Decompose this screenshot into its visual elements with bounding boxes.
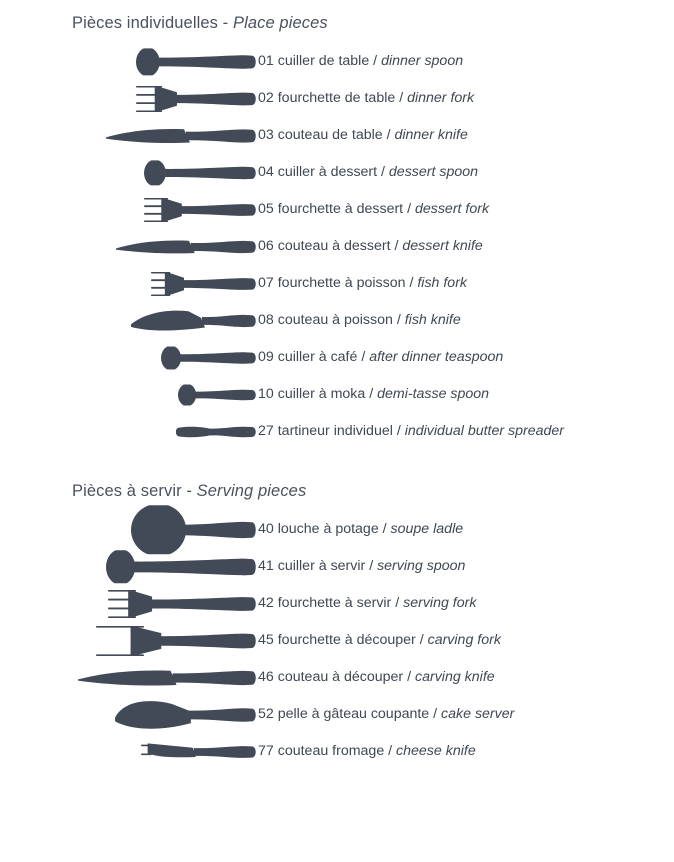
cutlery-label <box>258 54 463 68</box>
cutlery-name-en: demi-tasse spoon <box>377 386 490 403</box>
cutlery-silhouette-spreader-icon <box>0 413 258 450</box>
cutlery-silhouette-knife-icon <box>0 228 258 265</box>
cutlery-silhouette-spoon-icon <box>0 154 258 191</box>
cutlery-name-fr: pelle à gâteau coupante <box>277 706 430 723</box>
cutlery-silhouette-fishfork-icon <box>0 265 258 302</box>
cutlery-name-en: carving knife <box>415 669 495 686</box>
cutlery-name-en: fish knife <box>404 312 461 329</box>
cutlery-number: 10 <box>258 386 274 403</box>
cutlery-silhouette-fork-icon <box>0 191 258 228</box>
cutlery-name-en: fish fork <box>417 275 468 292</box>
cutlery-name-separator: / <box>384 743 397 760</box>
cutlery-number: 40 <box>258 521 274 538</box>
section-serving-pieces <box>0 482 674 770</box>
cutlery-label <box>258 91 474 105</box>
cutlery-label <box>258 387 489 401</box>
cutlery-label <box>258 670 495 684</box>
cutlery-name-en: cake server <box>441 706 515 723</box>
cutlery-name-fr: couteau de table <box>277 127 383 144</box>
cutlery-number: 05 <box>258 201 274 218</box>
cutlery-silhouette-spoon-icon <box>0 339 258 376</box>
cutlery-name-separator: / <box>357 349 370 366</box>
cutlery-name-separator: / <box>403 201 415 218</box>
cutlery-name-fr: cuiller à moka <box>277 386 366 403</box>
cutlery-label <box>258 744 476 758</box>
cutlery-silhouette-spoon-icon <box>0 376 258 413</box>
cutlery-number: 03 <box>258 127 274 144</box>
cutlery-row <box>0 154 674 191</box>
cutlery-name-fr: couteau à poisson <box>277 312 393 329</box>
cutlery-silhouette-fishknife-icon <box>0 302 258 339</box>
cutlery-row <box>0 659 674 696</box>
cutlery-name-fr: louche à potage <box>277 521 379 538</box>
cutlery-name-fr: fourchette à poisson <box>277 275 406 292</box>
cutlery-name-separator: / <box>405 275 418 292</box>
cutlery-row <box>0 339 674 376</box>
cutlery-silhouette-fork-icon <box>0 80 258 117</box>
section-heading <box>0 482 674 501</box>
cutlery-name-separator: / <box>382 127 395 144</box>
cutlery-row <box>0 585 674 622</box>
section-heading-fr: Pièces à servir <box>72 482 182 500</box>
cutlery-silhouette-fork-icon <box>0 585 258 622</box>
cutlery-row <box>0 117 674 154</box>
cutlery-name-fr: tartineur individuel <box>277 423 393 440</box>
cutlery-silhouette-spoon-icon <box>0 43 258 80</box>
cutlery-name-separator: / <box>377 164 389 181</box>
cutlery-name-en: serving spoon <box>377 558 466 575</box>
cutlery-label <box>258 707 514 721</box>
cutlery-label <box>258 559 465 573</box>
cutlery-silhouette-knife-icon <box>0 659 258 696</box>
cutlery-label <box>258 313 461 327</box>
cutlery-name-en: carving fork <box>427 632 501 649</box>
cutlery-row <box>0 511 674 548</box>
cutlery-name-en: dinner fork <box>407 90 475 107</box>
cutlery-silhouette-cheeseknife-icon <box>0 733 258 770</box>
cutlery-silhouette-knife-icon <box>0 117 258 154</box>
cutlery-name-en: dessert knife <box>402 238 483 255</box>
section-heading <box>0 14 674 33</box>
cutlery-row <box>0 696 674 733</box>
cutlery-name-fr: couteau à dessert <box>277 238 391 255</box>
cutlery-row <box>0 302 674 339</box>
cutlery-number: 06 <box>258 238 274 255</box>
cutlery-name-en: dinner spoon <box>381 53 464 70</box>
cutlery-row <box>0 265 674 302</box>
cutlery-label <box>258 165 478 179</box>
cutlery-number: 52 <box>258 706 274 723</box>
cutlery-silhouette-carvingfork-icon <box>0 622 258 659</box>
cutlery-row <box>0 413 674 450</box>
cutlery-number: 45 <box>258 632 274 649</box>
cutlery-row <box>0 228 674 265</box>
cutlery-number: 02 <box>258 90 274 107</box>
cutlery-name-en: dessert spoon <box>388 164 479 181</box>
cutlery-label <box>258 239 483 253</box>
cutlery-number: 42 <box>258 595 274 612</box>
cutlery-name-separator: / <box>415 632 428 649</box>
cutlery-name-separator: / <box>392 423 405 440</box>
cutlery-name-separator: / <box>390 238 403 255</box>
cutlery-row <box>0 80 674 117</box>
cutlery-number: 77 <box>258 743 274 760</box>
section-heading-separator: - <box>181 482 197 500</box>
cutlery-name-en: cheese knife <box>396 743 476 760</box>
cutlery-label <box>258 633 501 647</box>
section-gap <box>0 456 674 476</box>
cutlery-number: 08 <box>258 312 274 329</box>
cutlery-name-fr: fourchette à servir <box>277 595 392 612</box>
cutlery-row <box>0 548 674 585</box>
cutlery-name-fr: fourchette à dessert <box>277 201 404 218</box>
cutlery-row <box>0 191 674 228</box>
cutlery-name-separator: / <box>365 558 378 575</box>
cutlery-name-separator: / <box>365 386 378 403</box>
cutlery-silhouette-spoon-icon <box>0 548 258 585</box>
cutlery-silhouette-ladle-icon <box>0 511 258 548</box>
cutlery-label <box>258 424 564 438</box>
cutlery-name-en: soupe ladle <box>390 521 464 538</box>
cutlery-name-separator: / <box>429 706 442 723</box>
section-heading-en: Place pieces <box>232 14 328 32</box>
cutlery-name-en: dinner knife <box>394 127 468 144</box>
cutlery-name-en: serving fork <box>403 595 477 612</box>
cutlery-name-en: individual butter spreader <box>404 423 565 440</box>
cutlery-label <box>258 522 463 536</box>
cutlery-row <box>0 622 674 659</box>
cutlery-number: 27 <box>258 423 274 440</box>
cutlery-row <box>0 43 674 80</box>
cutlery-name-separator: / <box>378 521 391 538</box>
cutlery-name-fr: couteau à découper <box>277 669 404 686</box>
section-heading-separator: - <box>218 14 233 32</box>
cutlery-row <box>0 733 674 770</box>
cutlery-name-fr: cuiller à café <box>277 349 358 366</box>
cutlery-label <box>258 202 489 216</box>
cutlery-number: 09 <box>258 349 274 366</box>
cutlery-name-en: dessert fork <box>414 201 490 218</box>
sections-container <box>0 14 674 770</box>
cutlery-name-fr: cuiller à dessert <box>277 164 378 181</box>
cutlery-label <box>258 596 476 610</box>
cutlery-name-fr: cuiller à servir <box>277 558 366 575</box>
cutlery-name-separator: / <box>395 90 408 107</box>
cutlery-number: 41 <box>258 558 274 575</box>
cutlery-number: 46 <box>258 669 274 686</box>
cutlery-name-fr: fourchette à découper <box>277 632 416 649</box>
section-heading-en: Serving pieces <box>196 482 307 500</box>
cutlery-name-separator: / <box>369 53 382 70</box>
cutlery-name-separator: / <box>403 669 415 686</box>
cutlery-label <box>258 276 467 290</box>
cutlery-name-fr: cuiller de table <box>277 53 370 70</box>
cutlery-name-fr: fourchette de table <box>277 90 396 107</box>
section-place-pieces <box>0 14 674 450</box>
cutlery-name-fr: couteau fromage <box>277 743 385 760</box>
section-heading-fr: Pièces individuelles <box>72 14 218 32</box>
cutlery-number: 04 <box>258 164 274 181</box>
cutlery-name-separator: / <box>392 312 405 329</box>
cutlery-number: 07 <box>258 275 274 292</box>
cutlery-label <box>258 128 468 142</box>
cutlery-label <box>258 350 503 364</box>
cutlery-number: 01 <box>258 53 274 70</box>
cutlery-name-en: after dinner teaspoon <box>369 349 504 366</box>
cutlery-silhouette-cakeserver-icon <box>0 696 258 733</box>
cutlery-name-separator: / <box>391 595 404 612</box>
cutlery-row <box>0 376 674 413</box>
